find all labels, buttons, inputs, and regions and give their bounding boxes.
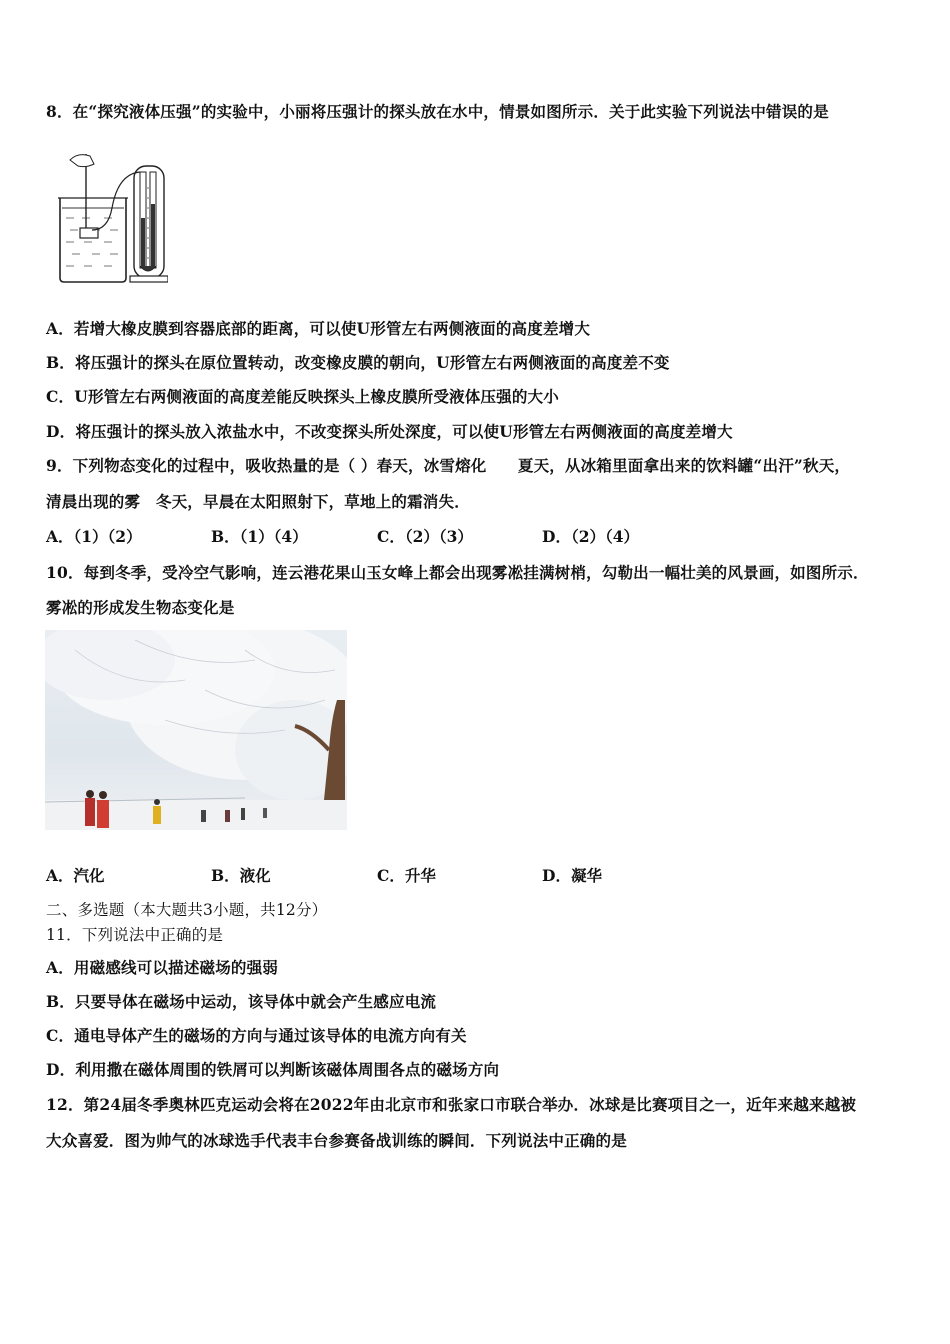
q10-option-c: C．升华 — [377, 866, 436, 885]
q10-option-b: B．液化 — [211, 866, 271, 885]
q8-option-b: B．将压强计的探头在原位置转动，改变橡皮膜的朝向，U形管左右两侧液面的高度差不变 — [46, 353, 670, 372]
q9-stem-line1: 9．下列物态变化的过程中，吸收热量的是（ ）春天，冰雪熔化 夏天，从冰箱里面拿出来的饮料罐“出汗”秋天， — [46, 456, 851, 475]
q9-option-d: D．（2）（4） — [542, 527, 640, 546]
q10-stem-line1: 10．每到冬季，受冷空气影响，连云港花果山玉女峰上都会出现雾凇挂满树梢，勾勒出一幅壮美的风景画，如图所示． — [46, 563, 869, 582]
q10-stem-line2: 雾凇的形成发生物态变化是 — [46, 598, 235, 617]
q12-stem-line2: 大众喜爱．图为帅气的冰球选手代表丰台参赛备战训练的瞬间．下列说法中正确的是 — [46, 1131, 627, 1150]
q8-option-c: C．U形管左右两侧液面的高度差能反映探头上橡皮膜所受液体压强的大小 — [46, 387, 559, 406]
rime-tree-photo — [45, 630, 347, 830]
q9-option-b: B．（1）（4） — [211, 527, 308, 546]
q11-option-d: D．利用撒在磁体周围的铁屑可以判断该磁体周围各点的磁场方向 — [46, 1060, 500, 1079]
q11-option-b: B．只要导体在磁场中运动，该导体中就会产生感应电流 — [46, 992, 437, 1011]
section-2-title: 二、多选题（本大题共3小题，共12分） — [46, 901, 328, 919]
q12-stem-line1: 12．第24届冬季奥林匹克运动会将在2022年由北京市和张家口市联合举办．冰球是比赛项目之一，近年来越来越被 — [46, 1095, 857, 1114]
q8-option-d: D．将压强计的探头放入浓盐水中，不改变探头所处深度，可以使U形管左右两侧液面的高度差增大 — [46, 422, 733, 441]
q11-option-a: A．用磁感线可以描述磁场的强弱 — [46, 958, 279, 977]
q9-option-a: A．（1）（2） — [46, 527, 142, 546]
q10-option-a: A．汽化 — [46, 866, 105, 885]
q9-option-c: C．（2）（3） — [377, 527, 473, 546]
q9-stem-line2: 清晨出现的雾 冬天，早晨在太阳照射下，草地上的霜消失． — [46, 492, 470, 511]
q8-option-a: A．若增大橡皮膜到容器底部的距离，可以使U形管左右两侧液面的高度差增大 — [46, 319, 591, 338]
q11-stem: 11．下列说法中正确的是 — [46, 926, 224, 944]
q11-option-c: C．通电导体产生的磁场的方向与通过该导体的电流方向有关 — [46, 1026, 467, 1045]
q10-option-d: D．凝华 — [542, 866, 602, 885]
pressure-gauge-diagram — [56, 148, 168, 286]
q8-stem: 8．在“探究液体压强”的实验中，小丽将压强计的探头放在水中，情景如图所示．关于此实验下列说法中错误的是 — [46, 102, 829, 121]
